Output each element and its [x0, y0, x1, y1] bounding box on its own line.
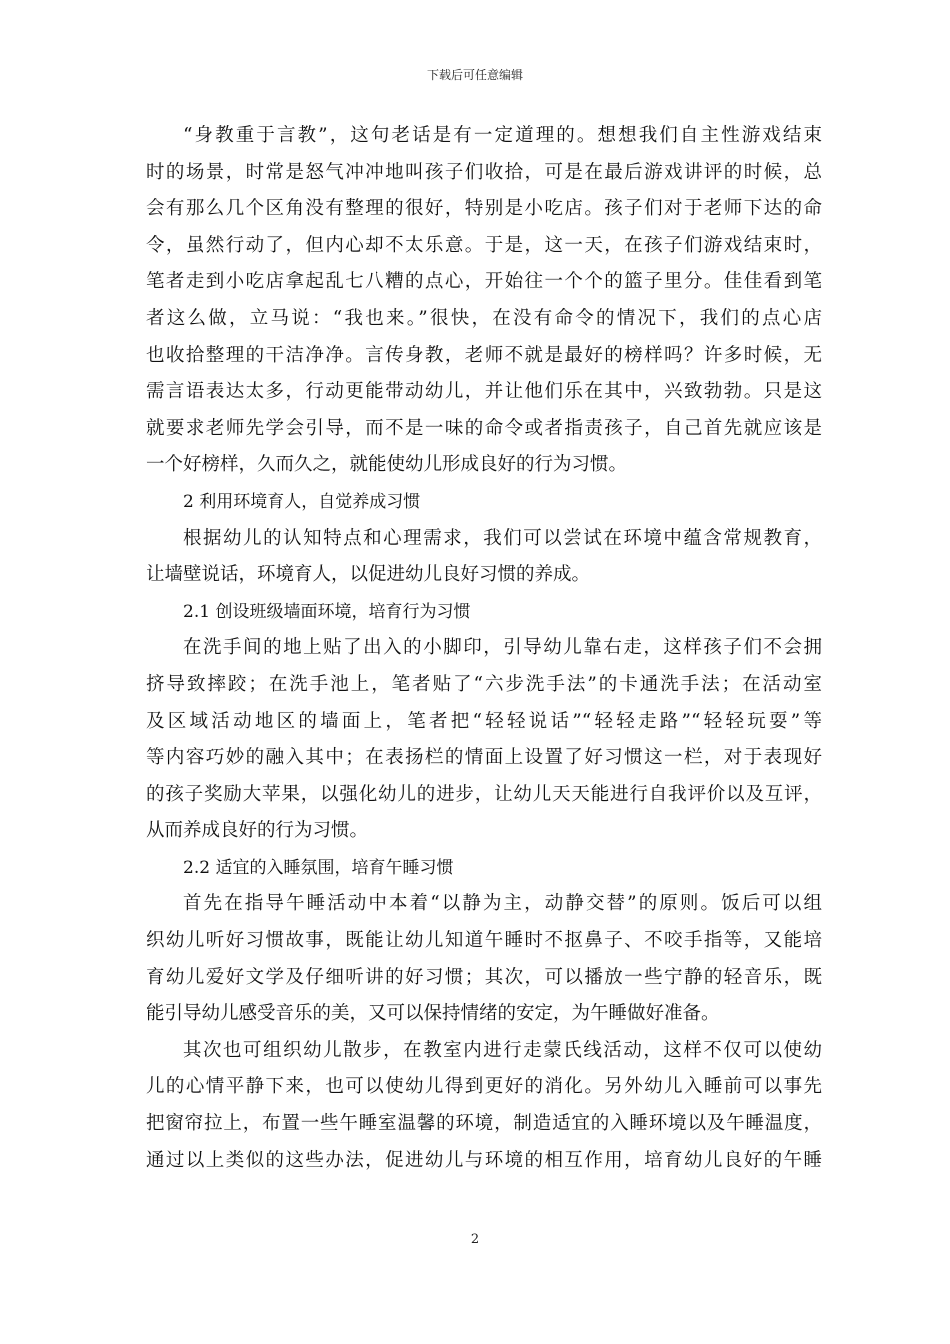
paragraph	[146, 886, 822, 1032]
paragraph-line: 从而养成良好的行为习惯。	[146, 820, 369, 842]
paragraph-line: 笔者走到小吃店拿起乱七八糟的点心，开始往一个个的篮子里分。佳佳看到笔	[146, 271, 822, 293]
paragraph-line: 时的场景，时常是怒气冲冲地叫孩子们收拾，可是在最后游戏讲评的时候，总	[146, 161, 822, 183]
paragraph	[146, 118, 822, 484]
paragraph	[146, 521, 822, 594]
paragraph-line: 根据幼儿的认知特点和心理需求，我们可以尝试在环境中蕴含常规教育，	[183, 527, 822, 549]
paragraph-line: 的孩子奖励大苹果，以强化幼儿的进步，让幼儿天天能进行自我评价以及互评，	[146, 783, 822, 805]
paragraph-line: 能引导幼儿感受音乐的美，又可以保持情绪的安定，为午睡做好准备。	[146, 1003, 720, 1025]
paragraph-line: 其次也可组织幼儿散步，在教室内进行走蒙氏线活动，这样不仅可以使幼	[183, 1039, 822, 1061]
paragraph-line: 通过以上类似的这些办法，促进幼儿与环境的相互作用，培育幼儿良好的午睡	[146, 1149, 822, 1171]
paragraph	[146, 630, 822, 850]
paragraph-line: 挤导致摔跤；在洗手池上，笔者贴了“六步洗手法”的卡通洗手法；在活动室	[146, 673, 822, 695]
paragraph-line: 者这么做，立马说：“我也来。”很快，在没有命令的情况下，我们的点心店	[146, 307, 822, 329]
paragraph-line: 一个好榜样，久而久之，就能使幼儿形成良好的行为习惯。	[146, 454, 628, 476]
paragraph	[146, 1033, 822, 1179]
page-number: 2	[470, 1232, 480, 1247]
paragraph-line: 育幼儿爱好文学及仔细听讲的好习惯；其次，可以播放一些宁静的轻音乐，既	[146, 966, 822, 988]
paragraph-line: 让墙壁说话，环境育人，以促进幼儿良好习惯的养成。	[146, 564, 591, 586]
paragraph-line: 在洗手间的地上贴了出入的小脚印，引导幼儿靠右走，这样孩子们不会拥	[183, 637, 822, 659]
paragraph-line: “身教重于言教”，这句老话是有一定道理的。想想我们自主性游戏结束	[183, 125, 822, 146]
paragraph-line: 首先在指导午睡活动中本着“以静为主，动静交替”的原则。饭后可以组	[183, 893, 822, 915]
section-heading: 2.1 创设班级墙面环境，培育行为习惯	[183, 601, 471, 622]
paragraph-line: 也收拾整理的干洁净净。言传身教，老师不就是最好的榜样吗？许多时候，无	[146, 344, 822, 366]
paragraph-line: 儿的心情平静下来，也可以使幼儿得到更好的消化。另外幼儿入睡前可以事先	[146, 1076, 822, 1098]
paragraph-line: 把窗帘拉上，布置一些午睡室温馨的环境，制造适宜的入睡环境以及午睡温度，	[146, 1113, 822, 1135]
section-heading: 2 利用环境育人，自觉养成习惯	[183, 491, 421, 512]
paragraph-line: 需言语表达太多，行动更能带动幼儿，并让他们乐在其中，兴致勃勃。只是这	[146, 381, 822, 403]
paragraph-line: 就要求老师先学会引导，而不是一味的命令或者指责孩子，自己首先就应该是	[146, 417, 822, 439]
paragraph-line: 令，虽然行动了，但内心却不太乐意。于是，这一天，在孩子们游戏结束时，	[146, 234, 822, 256]
paragraph-line: 及区域活动地区的墙面上，笔者把“轻轻说话”“轻轻走路”“轻轻玩耍”等	[146, 710, 822, 732]
page-header-note: 下载后可任意编辑	[426, 68, 523, 82]
document-body	[146, 118, 822, 1179]
section-heading: 2.2 适宜的入睡氛围，培育午睡习惯	[183, 857, 454, 878]
paragraph-line: 织幼儿听好习惯故事，既能让幼儿知道午睡时不抠鼻子、不咬手指等，又能培	[146, 930, 822, 952]
paragraph-line: 等内容巧妙的融入其中；在表扬栏的情面上设置了好习惯这一栏，对于表现好	[146, 747, 822, 769]
paragraph-line: 会有那么几个区角没有整理的很好，特别是小吃店。孩子们对于老师下达的命	[146, 198, 822, 220]
